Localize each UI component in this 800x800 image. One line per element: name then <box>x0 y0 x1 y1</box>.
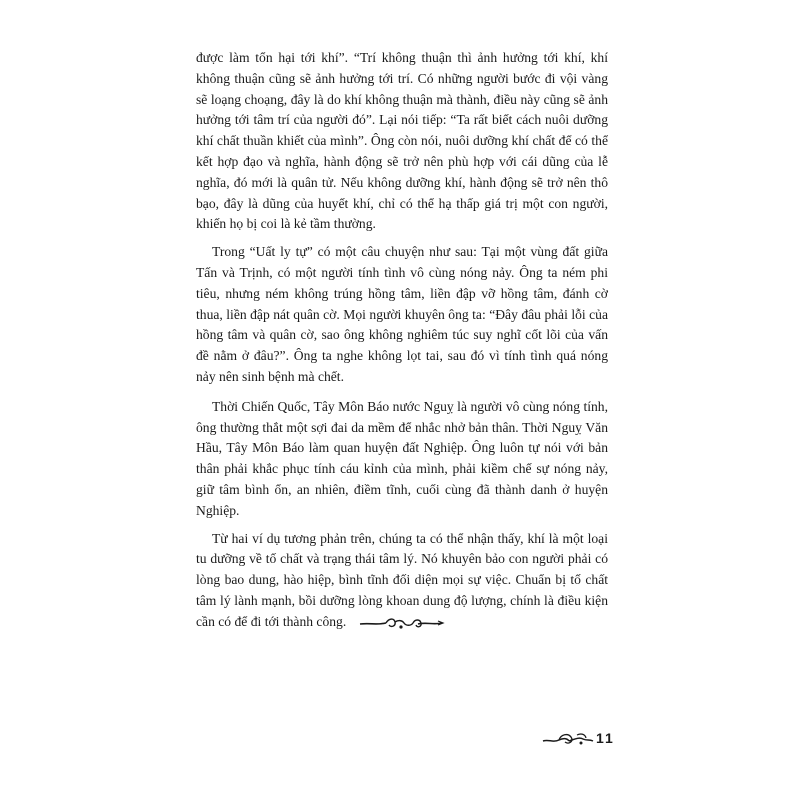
paragraph-4: Từ hai ví dụ tương phản trên, chúng ta có thể nhận thấy, khí là một loại tu dưỡng về tố chất và trạng thái tâm lý. Nó khuyên bảo con người phải có lòng bao dung, hào hiệp, bình tĩnh đối diện mọi sự việc. Chuẩn bị tố chất tâm lý lành mạnh, bồi dưỡng lòng khoan dung độ lượng, chính là điều kiện cần có để đi tới thành công. <box>196 530 608 629</box>
paragraph-3: Thời Chiến Quốc, Tây Môn Báo nước Nguỵ là người vô cùng nóng tính, ông thường thắt một sợi đai da mềm để nhắc nhở bản thân. Thời Nguỵ Văn Hầu, Tây Môn Báo làm quan huyện đất Nghiệp. Ông luôn tự nói với bản thân phải khắc phục tính cáu kỉnh của mình, phải kiềm chế sự nóng nảy, giữ tâm bình ổn, an nhiên, điềm tĩnh, cuối cùng đã thành danh ở huyện Nghiệp. <box>196 398 608 518</box>
body-text <box>196 48 608 633</box>
section-divider-ornament <box>356 612 446 634</box>
paragraph-2: Trong “Uất ly tự” có một câu chuyện như sau: Tại một vùng đất giữa Tấn và Trịnh, có một người tính tình vô cùng nóng nảy. Ông ta ném phi tiêu, nhưng ném không trúng hồng tâm, liền đập vỡ hồng tâm, đánh cờ thua, liền đập nát quân cờ. Mọi người khuyên ông ta: “Đây đâu phải lỗi của hồng tâm và quân cờ, sao ông không nghiêm túc suy nghĩ cốt lõi của vấn đề nằm ở đâu?”. Ông ta nghe không lọt tai, sau đó vì tính tình quá nóng nảy nên sinh bệnh mà chết. <box>196 244 608 384</box>
paragraph-1: được làm tổn hại tới khí”. “Trí không thuận thì ảnh hưởng tới khí, khí không thuận cũng sẽ ảnh hưởng tới trí. Có những người bước đi vội vàng sẽ loạng choạng, đây là do khí không thuận mà thành, điều này cũng sẽ ảnh hưởng tới tâm trí của người đó”. Lại nói tiếp: “Ta rất biết cách nuôi dưỡng khí chất thuần khiết của mình”. Ông còn nói, nuôi dưỡng khí chất để có thể kết hợp đạo và nghĩa, hành động sẽ trở nên phù hợp với cái dũng của lễ nghĩa, đó mới là quân tử. Nếu không dưỡng khí, hành động sẽ trở nên thô bạo, đây là dũng của huyết khí, chỉ có thể hạ thấp giá trị một con người, khiến họ bị coi là kẻ tầm thường. <box>196 50 608 232</box>
page-number: 11 <box>596 730 615 746</box>
page-number-ornament <box>541 729 595 749</box>
